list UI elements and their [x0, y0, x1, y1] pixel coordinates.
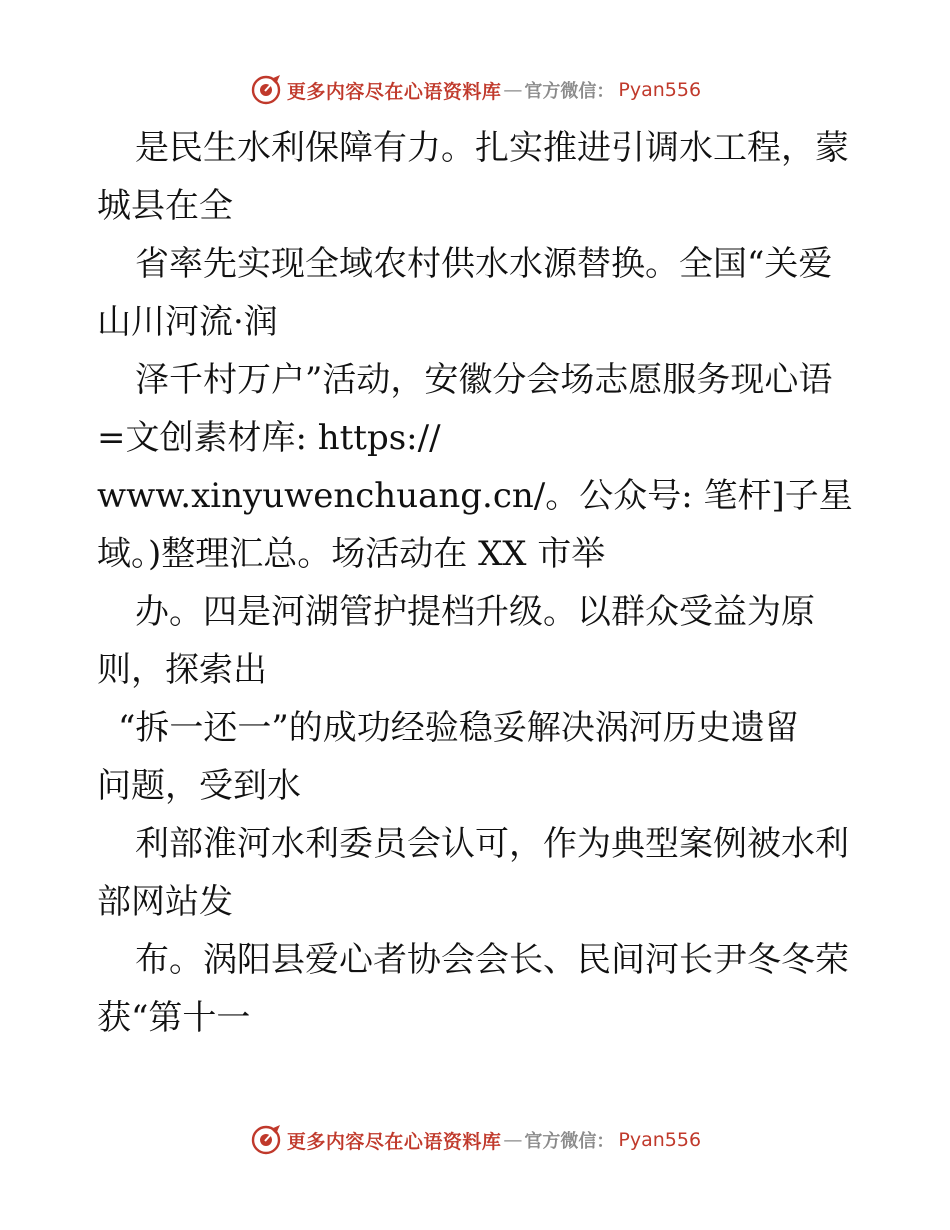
text-line: 是民生水利保障有力。扎实推进引调水工程，蒙 — [135, 128, 849, 168]
footer-wechat-id: Pyan556 — [618, 1129, 702, 1151]
text-line: 城县在全 — [97, 186, 233, 226]
text-line: www.xinyuwenchuang.cn/。公众号: 笔杆]子星 — [97, 476, 853, 516]
footer-separator: — — [503, 1129, 523, 1151]
text-line: 域。)整理汇总。场活动在 XX 市举 — [97, 534, 606, 574]
header-separator: — — [503, 79, 523, 101]
footer-wechat-label: 官方微信： — [524, 1131, 615, 1152]
header-wechat-label: 官方微信： — [524, 81, 615, 102]
footer-site-name: 更多内容尽在心语资料库 — [286, 1130, 502, 1153]
logo-icon — [249, 73, 283, 107]
header-site-name: 更多内容尽在心语资料库 — [286, 80, 502, 103]
text-line: 则，探索出 — [97, 650, 267, 690]
text-line: =文创素材库: https:// — [97, 418, 441, 458]
text-line: 办。四是河湖管护提档升级。以群众受益为原 — [135, 592, 815, 632]
text-line: “拆一还一”的成功经验稳妥解决涡河历史遗留 — [118, 708, 799, 748]
header-wechat-id: Pyan556 — [618, 79, 702, 101]
text-line: 山川河流·润 — [97, 302, 278, 342]
text-line: 获“第十一 — [97, 998, 251, 1038]
text-line: 布。涡阳县爱心者协会会长、民间河长尹冬冬荣 — [135, 940, 849, 980]
text-line: 省率先实现全域农村供水水源替换。全国“关爱 — [135, 244, 833, 284]
text-line: 部网站发 — [97, 882, 233, 922]
text-line: 利部淮河水利委员会认可，作为典型案例被水利 — [135, 824, 849, 864]
text-line: 泽千村万户”活动，安徽分会场志愿服务现心语 — [135, 360, 833, 400]
text-line: 问题，受到水 — [97, 766, 301, 806]
footer-banner — [0, 1122, 950, 1158]
header-banner — [0, 72, 950, 108]
logo-icon — [249, 1123, 283, 1157]
